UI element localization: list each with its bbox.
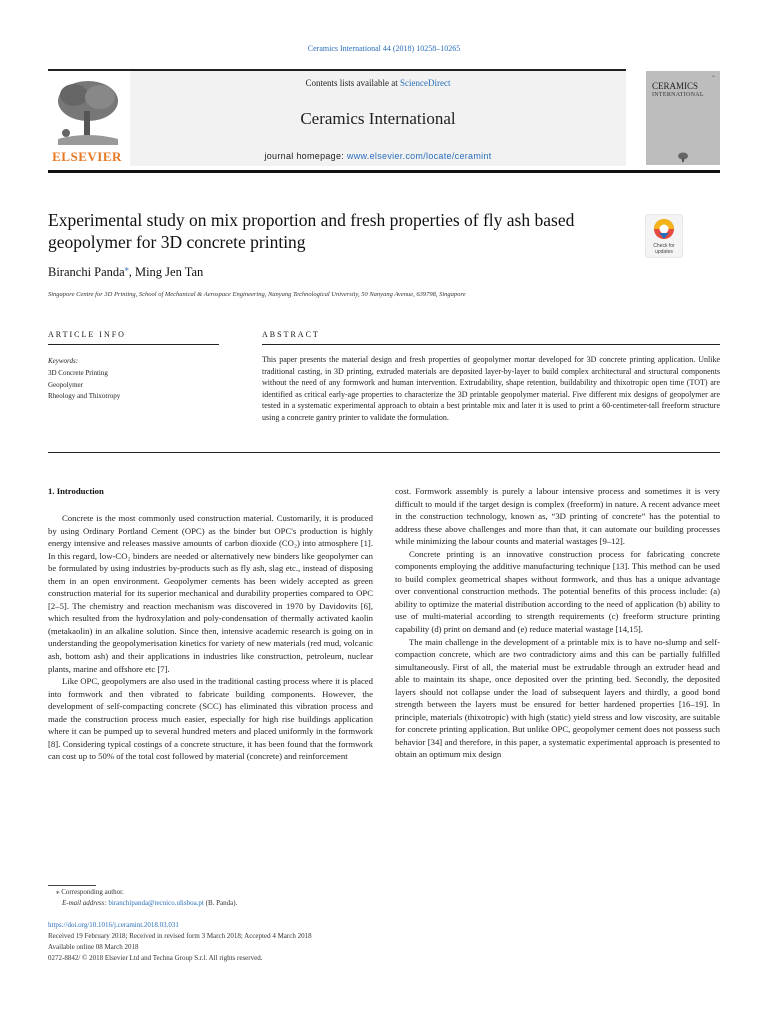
- sciencedirect-link[interactable]: ScienceDirect: [400, 78, 451, 88]
- body-paragraph: Concrete is the most commonly used construction material. Customarily, it is produced by using Ordinary Portland Cement (OPC) as the binder but OPC's production is highly energy intensive and releases massive amounts of carbon dioxide (CO₂) into atmosphere [1]. In this regard, low-CO₂ binders are needed or alternatively new binders like geopolymer can be formulated by using industries by-products such as fly ash, slag etc., instead of disposing them in an open environment. Geopolymer cements has been widely accepted as green construction material for its superior mechanical and durability properties compared to OPC [2–5]. The chemistry and reaction mechanism was discovered in 1970 by Davidovits [6], which resulted from the hydroxylation and poly-condensation of thermally activated kaolin (metakaolin) in an alkaline solution. Since then, intensive academic research is going on in understanding the geopolymerisation kinetics for variety of new materials (red mud, volcanic ash, bottom ash) and their applications in industries like construction, petroleum, nuclear plants, marine and offshore etc [7].: [48, 513, 373, 674]
- author-list: [48, 264, 203, 280]
- crossmark-label-line2: updates: [655, 249, 673, 255]
- section-heading-introduction: 1. Introduction: [48, 486, 104, 496]
- author-affiliation: Singapore Centre for 3D Printing, School of Mechanical & Aerospace Engineering, Nanyang Technological University, 50 Nanyang Avenue, 639798, Singapore: [48, 291, 466, 298]
- journal-homepage-line: [130, 151, 626, 161]
- homepage-prefix: journal homepage:: [264, 151, 347, 161]
- email-link[interactable]: biranchipanda@tecnico.ulisboa.pt: [108, 899, 204, 907]
- keywords-list: [48, 368, 120, 403]
- contents-prefix: Contents lists available at: [305, 78, 400, 88]
- abstract-rule: [262, 344, 720, 345]
- cover-subtitle: INTERNATIONAL: [652, 92, 704, 98]
- keyword: Geopolymer: [48, 380, 83, 389]
- email-suffix: (B. Panda).: [203, 899, 238, 907]
- body-paragraph: cost. Formwork assembly is purely a labour intensive process and sometimes it is very difficult to mould if the target design is complex (freeform) in nature. A recent advance meet in the construction technology, known as, “3D printing of concrete” has the potential to address these above challenges and more than that, it can automate our building processes while minimizing the labour counts and material wastages [9–12].: [395, 486, 720, 547]
- article-title: Experimental study on mix proportion and fresh properties of fly ash based geopolymer for 3D concrete printing: [48, 210, 575, 252]
- keyword: 3D Concrete Printing: [48, 369, 108, 377]
- doi-link[interactable]: [48, 921, 179, 929]
- corresponding-author-note: ⁎ Corresponding author.: [56, 888, 124, 896]
- elsevier-wordmark: ELSEVIER: [52, 149, 122, 164]
- crossmark-label-line1: Check for: [653, 243, 675, 249]
- corresponding-marker[interactable]: ⁎: [124, 264, 129, 273]
- article-info-rule: [48, 344, 219, 345]
- abstract-text: This paper presents the material design and fresh properties of geopolymer mortar developed for 3D concrete printing application. Unlike traditional casting, in 3D printing, extruded materials are deposited layer-by-layer to build complex architectural and structural components without the need of any formwork and human intervention. Extrudability, shape retention, buildability and thixotropic open time (TOT) are identified as critical early-age properties to characterize the 3D printable geopolymer material. Five different mix designs of geopolymer are tested in a systematic experimental approach to obtain a best printable mix and later it is used to print a 60-centimeter-tall freeform structure using a concrete gantry printer to validate the formulation.: [262, 355, 720, 422]
- header-bottom-rule: [48, 170, 720, 173]
- body-column-right: [395, 485, 720, 761]
- author-name[interactable]: Ming Jen Tan: [134, 265, 204, 280]
- keyword: Rheology and Thixotropy: [48, 392, 121, 400]
- homepage-link[interactable]: www.elsevier.com/locate/ceramint: [346, 151, 492, 161]
- contents-line: [130, 78, 626, 88]
- email-label: E-mail address:: [62, 899, 109, 907]
- received-dates: Received 19 February 2018; Received in revised form 3 March 2018; Accepted 4 March 2018: [48, 932, 312, 940]
- email-note: [62, 899, 237, 907]
- keywords-label: Keywords:: [48, 357, 79, 365]
- cover-logo-icon: [676, 152, 690, 162]
- copyright-line: 0272-8842/ © 2018 Elsevier Ltd and Techna Group S.r.l. All rights reserved.: [48, 954, 263, 962]
- front-matter-divider: [48, 452, 720, 453]
- journal-name: Ceramics International: [300, 109, 456, 128]
- cover-fineprint: ▪▪▪: [711, 74, 715, 78]
- doi-link-text[interactable]: https://doi.org/10.1016/j.ceramint.2018.03.031: [48, 921, 179, 929]
- cover-title: CERAMICS: [652, 81, 699, 91]
- abstract-heading: ABSTRACT: [262, 330, 320, 339]
- body-paragraph: Like OPC, geopolymers are also used in the traditional casting process where it is placed into formwork and then vibrated to fabricate building components. However, the development of self-compacting concrete (SCC) has eliminated this vibration process and made the construction process much easier, especially for high rise buildings application where it can be pumped up to several hundred meters and placed uniformly in the formwork [8]. Considering typical costings of a concrete structure, it has been found that the formwork can cost up to 50% of the total cost followed by material (concrete) and reinforcement: [48, 676, 373, 762]
- body-column-left: [48, 512, 373, 763]
- available-online: Available online 08 March 2018: [48, 943, 139, 951]
- author-separator: ,: [128, 265, 135, 280]
- footnote-rule: [48, 885, 96, 886]
- body-paragraph: The main challenge in the development of a printable mix is to have no-slump and self-compaction concrete, which are two contradictory aims and this can be partially fulfilled simultaneously. First of all, the material must be extrudable through an extruder head and able to maintain its shape, once deposited over the printing bed. Secondly, the deposited layers should not collapse under the load of subsequent layers and thirdly, a good bond strength between the layers must be ensured for better hardened properties [16–19]. In principle, materials (thixotropic) with high (static) yield stress and low viscosity, are suitable for concrete printing application. But unlike OPC, geopolymer cement does not possess such behavior [34] and therefore, in this paper, a systematic experimental approach is presented to obtain an optimum mix design: [395, 636, 720, 760]
- journal-cover-thumbnail[interactable]: [646, 71, 720, 165]
- check-for-updates-icon[interactable]: [645, 214, 683, 258]
- article-info-heading: ARTICLE INFO: [48, 330, 126, 339]
- author-name[interactable]: Biranchi Panda: [48, 265, 125, 280]
- body-paragraph: Concrete printing is an innovative construction process for fabricating concrete components employing the additive manufacturing technique [13]. This method can be used to build complex geometrical shapes without formwork, and thus has a unique advantage over conventional construction methods. The potential benefits of this process include: (a) ability to optimize the material distribution according to the need of application (b) ability to use of multi-material according to strength requirements (c) freeform structure printing capability (d) print on demand and (e) reduce material wastage [14,15].: [395, 548, 720, 635]
- journal-citation[interactable]: Ceramics International 44 (2018) 10258–10265: [307, 44, 461, 53]
